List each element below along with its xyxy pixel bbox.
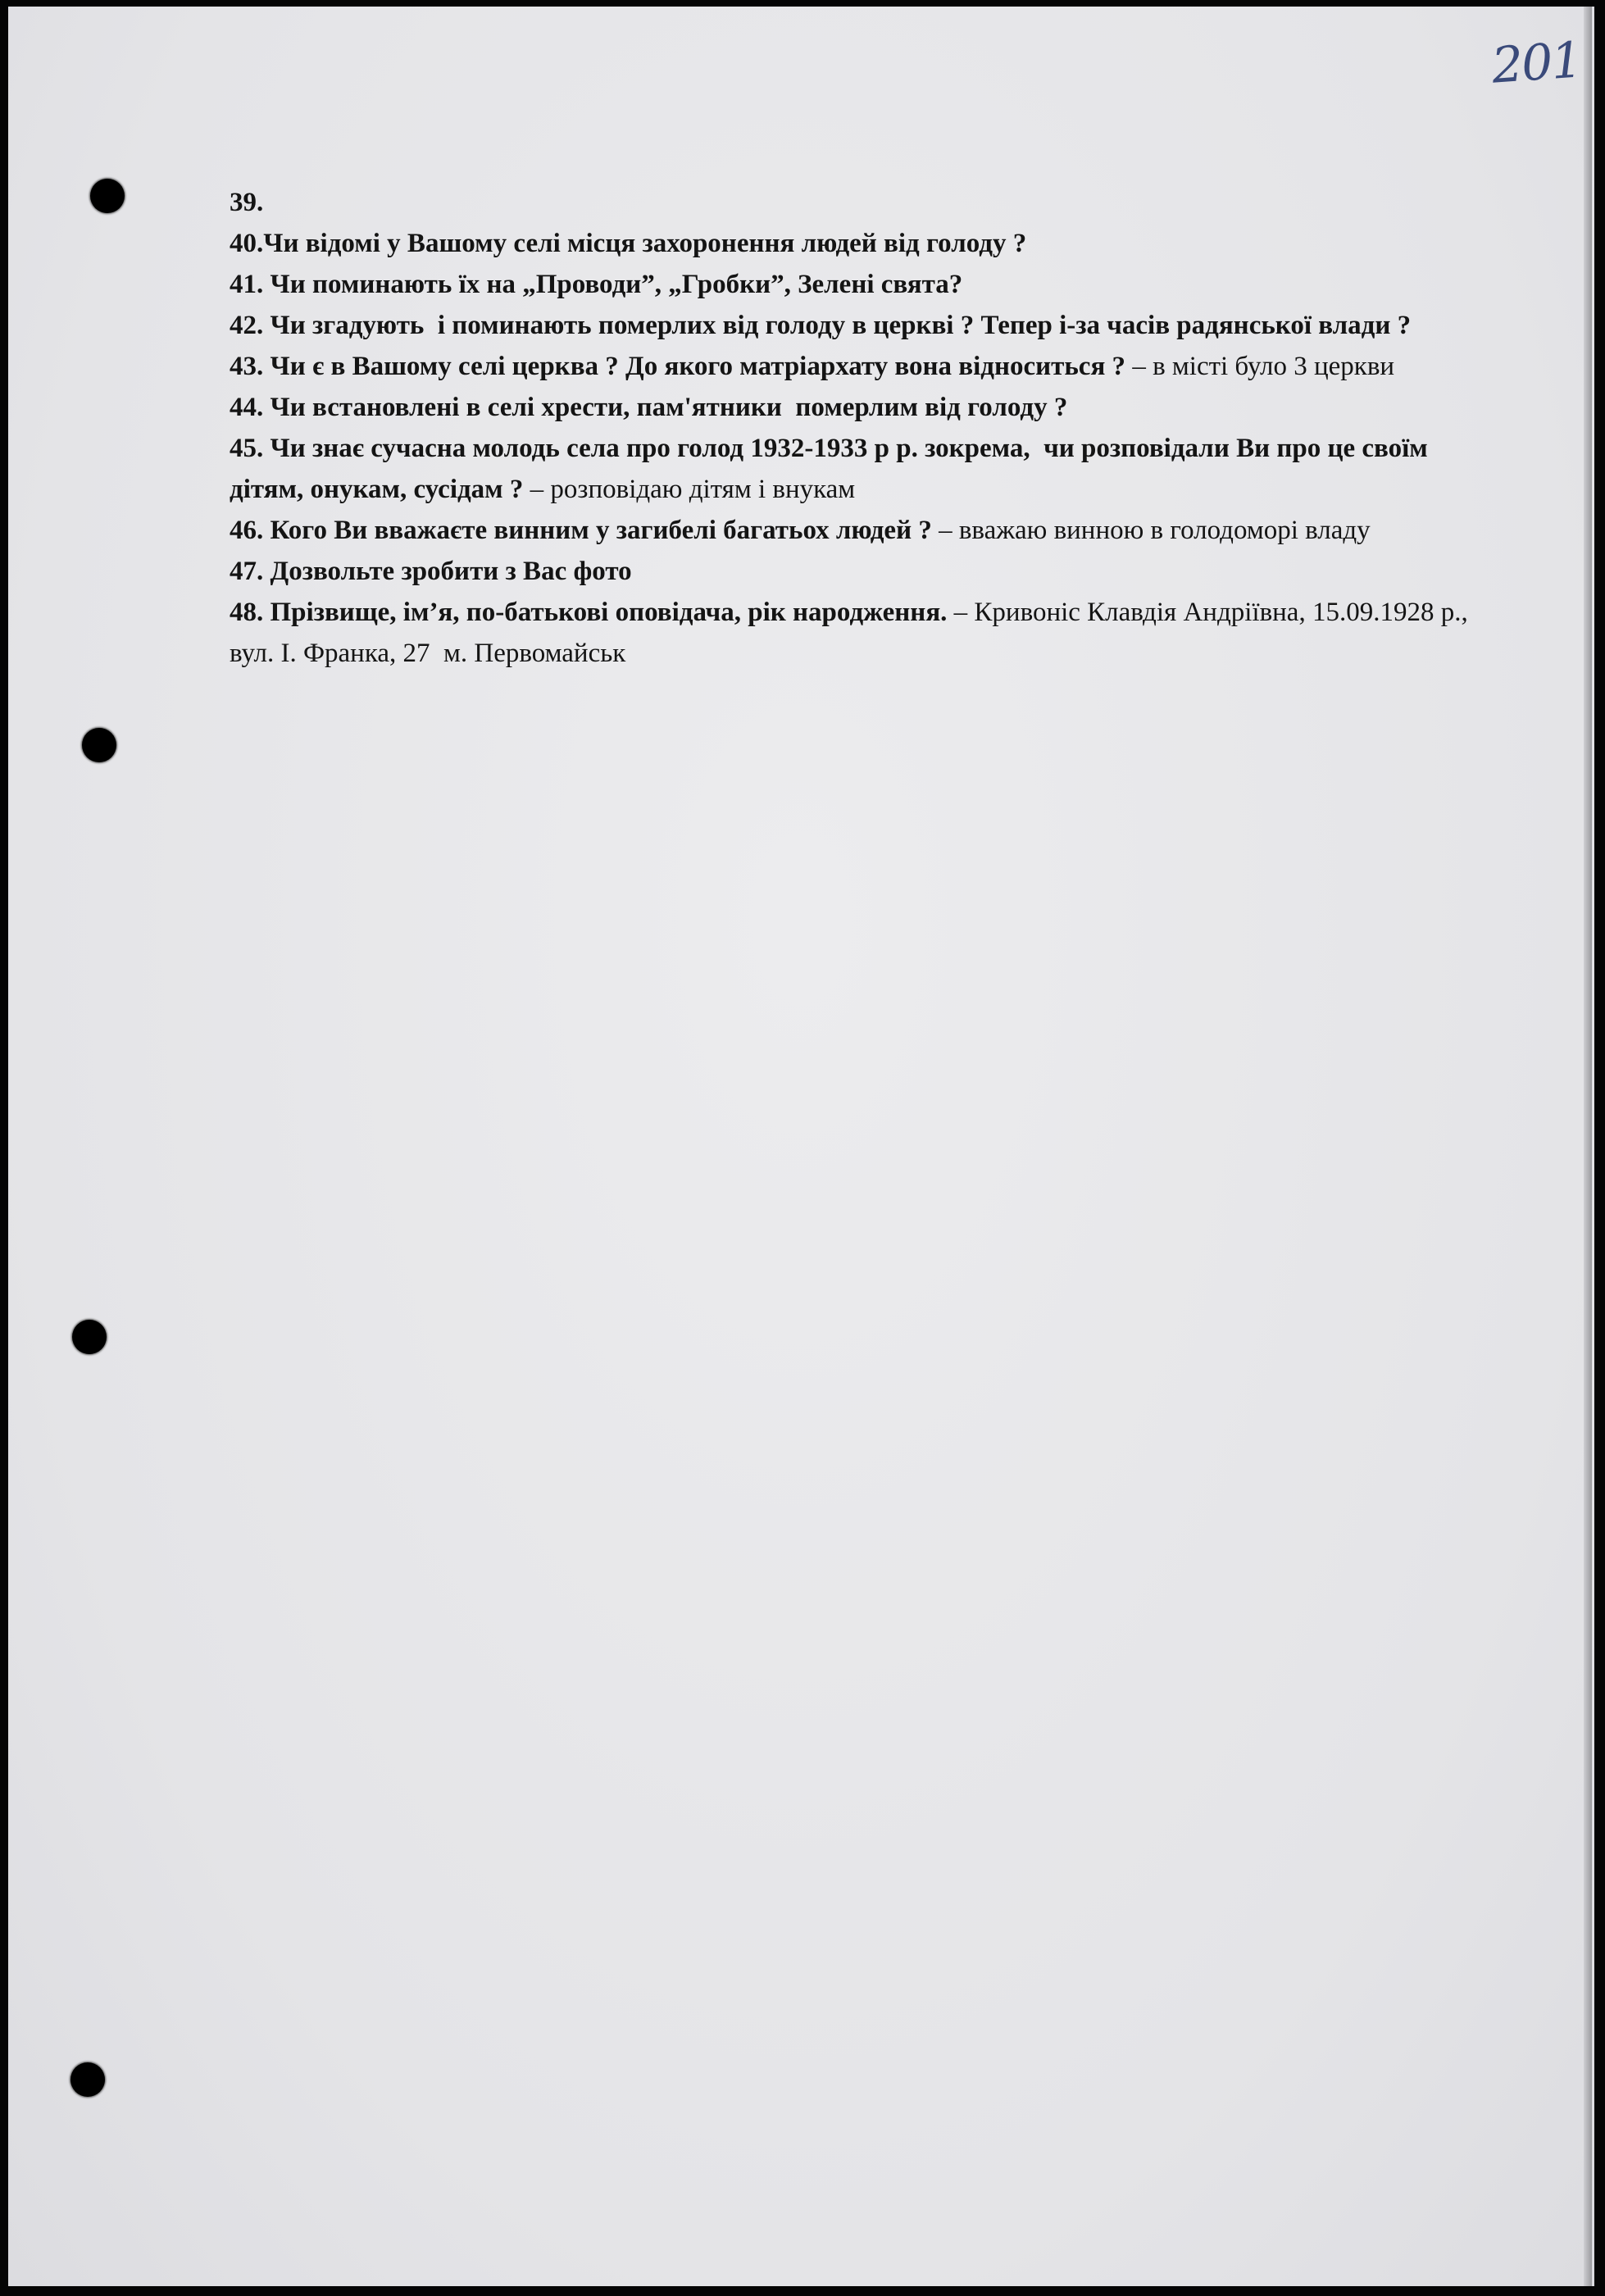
question-item-48 bbox=[230, 592, 1508, 674]
answer-text: – Кривоніс Клавдія Андріївна, 15.09.1928 р., вул. І. Франка, 27 м. Первомайськ bbox=[230, 598, 1475, 668]
question-text: 48. Прізвище, ім’я, по-батькові оповідача, рік народження. bbox=[230, 598, 948, 627]
answer-text: – розповідаю дітям і внукам bbox=[523, 475, 856, 504]
punch-hole bbox=[90, 179, 125, 213]
paper-edge bbox=[1584, 7, 1592, 2286]
question-text: 42. Чи згадують і поминають померлих від голоду в церкві ? Тепер і-за часів радянської влади ? bbox=[230, 311, 1412, 340]
question-text: 41. Чи поминають їх на „Проводи”, „Гробки”, Зелені свята? bbox=[230, 270, 963, 299]
question-item-47 bbox=[230, 551, 1508, 592]
question-item-45 bbox=[230, 428, 1508, 510]
question-item-39 bbox=[230, 182, 1508, 223]
question-item-42 bbox=[230, 305, 1508, 346]
handwritten-page-number: 201 bbox=[1489, 31, 1583, 95]
answer-text: – вважаю винною в голодоморі владу bbox=[931, 516, 1371, 545]
question-item-44 bbox=[230, 387, 1508, 428]
question-text: 46. Кого Ви вважаєте винним у загибелі багатьох людей ? bbox=[230, 516, 932, 545]
answer-text: – в місті було 3 церкви bbox=[1125, 352, 1395, 381]
question-text: 44. Чи встановлені в селі хрести, пам'ятники померлим від голоду ? bbox=[230, 393, 1068, 422]
question-text: 43. Чи є в Вашому селі церква ? До якого матріархату вона відноситься ? bbox=[230, 352, 1126, 381]
question-item-40 bbox=[230, 223, 1508, 264]
question-text: 47. Дозвольте зробити з Вас фото bbox=[230, 557, 632, 586]
question-item-43 bbox=[230, 346, 1508, 387]
punch-hole bbox=[72, 1320, 107, 1354]
punch-hole bbox=[82, 728, 116, 762]
question-item-46 bbox=[230, 510, 1508, 551]
punch-hole bbox=[70, 2062, 105, 2097]
question-text: 45. Чи знає сучасна молодь села про голод 1932-1933 р р. зокрема, чи розповідали Ви про це своїм дітям, онукам, сусідам ? bbox=[230, 434, 1435, 504]
questionnaire bbox=[230, 182, 1508, 674]
question-text: 39. bbox=[230, 188, 264, 217]
question-item-41 bbox=[230, 264, 1508, 305]
question-text: 40.Чи відомі у Вашому селі місця захоронення людей від голоду ? bbox=[230, 229, 1027, 258]
